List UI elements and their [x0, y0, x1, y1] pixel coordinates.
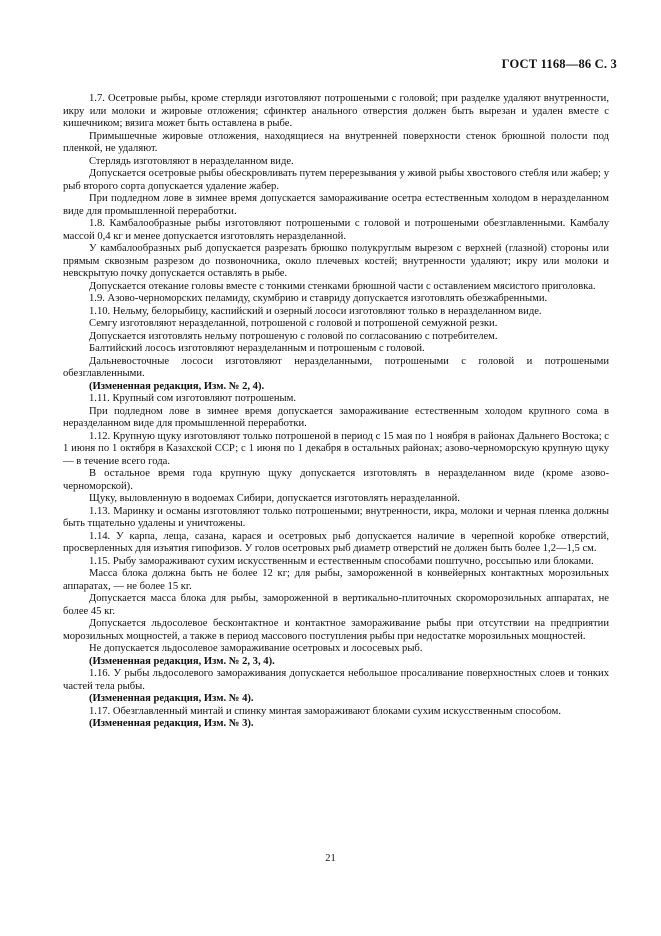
paragraph: 1.8. Камбалообразные рыбы изготовляют потрошеными с головой и потрошеными обезглавленными. Камбалу массой 0,4 кг и менее допускается изготовлять неразделанной. [63, 218, 609, 242]
paragraph: 1.16. У рыбы льдосолевого замораживания допускается небольшое просаливание поверхностных слоев и тонких частей тела рыбы. [63, 668, 609, 692]
paragraph: Допускается изготовлять нельму потрошеную с головой по согласованию с потребителем. [89, 330, 498, 342]
paragraph: 1.15. Рыбу замораживают сухим искусственным и естественным способами поштучно, россыпью или блоками. [89, 555, 594, 567]
paragraph: 1.7. Осетровые рыбы, кроме стерляди изготовляют потрошеными с головой; при разделке удаляют внутренности, икру или молоки и жировые отложения; сфинктер анального отверстия должен быть вырезан и удален вместе с кишечником; вязига может быть оставлена в рыбе. [63, 93, 609, 129]
paragraph: Не допускается льдосолевое замораживание осетровых и лососевых рыб. [89, 643, 423, 654]
paragraph: Допускается масса блока для рыбы, замороженной в вертикально-плиточных скороморозильных аппаратах, не более 45 кг. [63, 593, 609, 617]
page-number: 21 [325, 853, 336, 864]
paragraph: У камбалообразных рыб допускается разрезать брюшко полукруглым вырезом с верхней (глазной) стороны или прямым сквозным разрезом до позвоночника, около плечевых костей; внутренности удаляют; икру или молоки и невскрытую почку допускается оставлять в рыбе. [63, 243, 609, 279]
paragraph: 1.11. Крупный сом изготовляют потрошеным. [89, 393, 297, 404]
paragraph: При подледном лове в зимнее время допускается замораживание естественным холодом крупного сома в неразделанном виде для промышленной переработки. [63, 405, 609, 429]
paragraph: Масса блока должна быть не более 12 кг; для рыбы, замороженной в конвейерных контактных морозильных аппаратах, — не более 15 кг. [63, 568, 609, 592]
paragraph: Балтийский лосось изготовляют неразделанным и потрошеным с головой. [89, 343, 425, 354]
paragraph: 1.12. Крупную щуку изготовляют только потрошеной в период с 15 мая по 1 ноября в районах Дальнего Востока; с 1 июня по 1 октября в Казахской ССР; с 1 июня по 1 декабря в остальных районах; азово-черноморскую крупную щуку — в течение всего года. [63, 430, 609, 467]
paragraph: 1.9. Азово-черноморских пеламиду, скумбрию и ставриду допускается изготовлять обезжабренными. [89, 293, 548, 304]
paragraph: Допускается льдосолевое бесконтактное и контактное замораживание рыбы при отсутствии на предприятии морозильных мощностей, а также в период массового поступления рыбы при недостатке морозильных мощностей. [63, 618, 609, 642]
amendment-note: (Измененная редакция, Изм. № 2, 4). [89, 380, 265, 392]
document-body [63, 93, 609, 731]
page-header: ГОСТ 1168—86 С. 3 [501, 57, 617, 71]
paragraph: Примышечные жировые отложения, находящиеся на внутренней поверхности стенок брюшной полости под пленкой, не удаляют. [63, 130, 609, 154]
paragraph: 1.10. Нельму, белорыбицу, каспийский и озерный лососи изготовляют только в неразделанном виде. [89, 305, 542, 317]
paragraph: Щуку, выловленную в водоемах Сибири, допускается изготовлять неразделанной. [89, 493, 460, 504]
paragraph: 1.17. Обезглавленный минтай и спинку минтая замораживают блоками сухим искусственным способом. [89, 705, 561, 717]
amendment-note: (Измененная редакция, Изм. № 4). [89, 693, 254, 704]
paragraph: Дальневосточные лососи изготовляют неразделанными, потрошеными с головой и потрошеными обезглавленными. [63, 355, 609, 379]
paragraph: При подледном лове в зимнее время допускается замораживание осетра естественным холодом в неразделанном виде для промышленной переработки. [63, 193, 609, 217]
amendment-note: (Измененная редакция, Изм. № 2, 3, 4). [89, 655, 275, 667]
paragraph: Допускается отекание головы вместе с тонкими стенками брюшной части с оставлением мясистого приголовка. [89, 280, 596, 292]
paragraph: В остальное время года крупную щуку допускается изготовлять в неразделанном виде (кроме азово-черноморской). [63, 468, 609, 492]
paragraph: Стерлядь изготовляют в неразделанном виде. [89, 155, 294, 167]
amendment-note: (Измененная редакция, Изм. № 3). [89, 718, 254, 729]
paragraph: 1.13. Маринку и османы изготовляют только потрошеными; внутренности, икра, молоки и черная пленка должны быть тщательно удалены и уничтожены. [63, 505, 609, 529]
paragraph: Семгу изготовляют неразделанной, потрошеной с головой и потрошеной семужной резки. [89, 318, 498, 329]
paragraph: 1.14. У карпа, леща, сазана, карася и осетровых рыб допускается наличие в черепной коробке отверстий, просверленных для изъятия гипофизов. У голов осетровых рыб диаметр отверстий не должен быть более 1,2—1,5 см. [63, 530, 609, 554]
paragraph: Допускается осетровые рыбы обескровливать путем перерезывания у живой рыбы хвостового стебля или жабер; у рыб второго сорта допускается удаление жабер. [63, 168, 609, 192]
